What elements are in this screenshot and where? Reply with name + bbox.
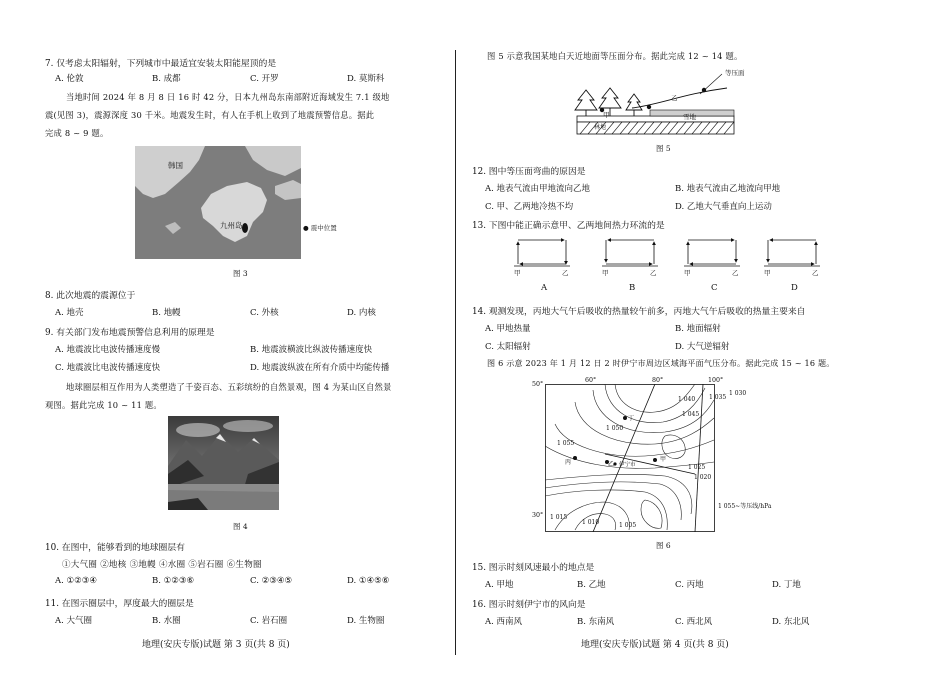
q13-diagram-c <box>684 240 740 266</box>
q13-d-jia: 甲 <box>764 269 771 277</box>
fig6-lat-30: 30° <box>532 512 544 519</box>
isobar-curve <box>632 88 727 108</box>
q16-option-c: C. 西北风 <box>675 617 713 627</box>
figure-4-svg <box>168 416 279 510</box>
figure-3-caption: 图 3 <box>233 269 248 278</box>
q13-letter-c: C <box>711 283 718 293</box>
intro-10-11-line1: 地球圈层相互作用为人类塑造了千姿百态、五彩缤纷的自然景观，图 4 为某山区自然景 <box>66 382 392 392</box>
intro-8-9-line3: 完成 8 ~ 9 题。 <box>45 128 109 138</box>
q11-option-c: C. 岩石圈 <box>250 616 288 626</box>
q10-option-d: D. ①④⑤⑥ <box>347 576 390 586</box>
figure-5-caption: 图 5 <box>656 144 671 153</box>
q13-b-jia: 甲 <box>602 269 609 277</box>
figure-3-label-kyushu: 九州岛 <box>220 221 243 230</box>
q7-option-a: A. 伦敦 <box>55 74 84 84</box>
fig6-place-bing: 丙 <box>565 459 572 466</box>
fig6-place-yining: 伊宁市 <box>619 462 636 468</box>
place-ding-marker <box>623 416 627 420</box>
isobar-label-1035: 1 035 <box>709 394 727 401</box>
q13-c-yi: 乙 <box>732 269 739 277</box>
isobar-label-1025: 1 025 <box>688 464 706 471</box>
figure-4-caption: 图 4 <box>233 522 248 531</box>
q12-stem: 12. 图中等压面弯曲的原因是 <box>472 167 586 177</box>
q14-option-d: D. 大气逆辐射 <box>675 342 730 352</box>
q13-letter-b: B <box>629 283 636 293</box>
figure-3-map <box>135 146 301 259</box>
q13-letter-a: A <box>541 283 548 293</box>
figure-3-legend <box>303 223 337 232</box>
q12-option-d: D. 乙地大气垂直向上运动 <box>675 202 772 212</box>
intro-8-9-line2: 震(见图 3)，震源深度 30 千米。地震发生时，有人在手机上收到了地震预警信息。据此 <box>45 110 375 120</box>
q10-items: ①大气圈 ②地核 ③地幔 ④水圈 ⑤岩石圈 ⑥生物圈 <box>62 560 262 570</box>
q7-option-d: D. 莫斯科 <box>347 74 385 84</box>
left-page-footer: 地理(安庆专版)试题 第 3 页(共 8 页) <box>142 640 290 650</box>
epicenter-legend-icon: ● <box>303 224 309 232</box>
isobar-label-1005: 1 005 <box>619 522 637 529</box>
q10-stem: 10. 在图中，能够看到的地球圈层有 <box>45 543 185 553</box>
cloud-shape <box>223 420 273 432</box>
figure-5-label-yi: 乙 <box>671 94 678 102</box>
fig6-place-ding: 丁 <box>628 415 635 422</box>
point-bing-marker <box>647 105 651 109</box>
q13-stem: 13. 下图中能正确示意甲、乙两地间热力环流的是 <box>472 221 665 231</box>
isobar-label-1015: 1 015 <box>550 514 568 521</box>
isobar-label-1030: 1 030 <box>729 390 747 397</box>
fig6-lon-80: 80° <box>652 377 664 384</box>
figure-5-label-forest: 林地 <box>594 124 607 131</box>
q8-stem: 8. 此次地震的震源位于 <box>45 291 136 301</box>
q13-b-yi: 乙 <box>650 269 657 277</box>
q11-stem: 11. 在图示圈层中，厚度最大的圈层是 <box>45 599 194 609</box>
isobar-label-1040: 1 040 <box>678 396 696 403</box>
q16-option-a: A. 西南风 <box>485 617 523 627</box>
q14-stem: 14. 观测发现，丙地大气午后吸收的热量较午前多，丙地大气午后吸收的热量主要来自 <box>472 307 806 317</box>
q14-option-a: A. 甲地热量 <box>485 324 531 334</box>
q8-option-b: B. 地幔 <box>152 308 181 318</box>
figure-3-label-korea: 韩国 <box>168 161 183 170</box>
figure-3-svg <box>135 146 301 259</box>
q13-c-jia: 甲 <box>684 269 691 277</box>
q8-option-a: A. 地壳 <box>55 308 84 318</box>
isobar-label-1050: 1 050 <box>606 425 624 432</box>
q13-letter-d: D <box>791 283 798 293</box>
q7-option-b: B. 成都 <box>152 74 181 84</box>
fig6-lon-60: 60° <box>585 377 597 384</box>
figure-5-label-snow: 雪地 <box>683 113 696 121</box>
q7-option-c: C. 开罗 <box>250 74 279 84</box>
page-divider <box>455 50 456 655</box>
q13-d-yi: 乙 <box>812 269 819 277</box>
fig6-legend: 1 055~等压线/hPa <box>718 503 772 510</box>
figure-6-caption: 图 6 <box>656 541 671 550</box>
cloud-shape <box>176 423 220 437</box>
q13-a-yi: 乙 <box>562 269 569 277</box>
q9-stem: 9. 有关部门发布地震预警信息利用的原理是 <box>45 328 215 338</box>
q13-diagram-a <box>514 240 570 266</box>
q15-option-a: A. 甲地 <box>485 580 514 590</box>
intro-15-16: 图 6 示意 2023 年 1 月 12 日 2 时伊宁市周边区域海平面气压分布。据此完成 15 ~ 16 题。 <box>487 358 835 368</box>
figure-3-label-epicenter: 震中位置 <box>310 224 337 232</box>
isobar-label-1055: 1 055 <box>557 440 575 447</box>
isobar-label-1020: 1 020 <box>694 474 712 481</box>
right-page-footer: 地理(安庆专版)试题 第 4 页(共 8 页) <box>581 640 729 650</box>
q15-option-d: D. 丁地 <box>772 580 801 590</box>
place-jia-marker <box>653 458 657 462</box>
place-bing-marker <box>573 456 577 460</box>
q9-option-c: C. 地震波比电波传播速度快 <box>55 363 161 373</box>
q10-option-a: A. ①②③④ <box>55 576 98 586</box>
fig6-place-jia: 甲 <box>660 456 667 463</box>
q11-option-a: A. 大气圈 <box>55 616 93 626</box>
q14-option-c: C. 太阳辐射 <box>485 342 531 352</box>
q10-option-c: C. ②③④⑤ <box>250 576 293 586</box>
q13-a-jia: 甲 <box>514 269 521 277</box>
fig6-lat-50: 50° <box>532 381 544 388</box>
q11-option-d: D. 生物圈 <box>347 616 385 626</box>
q16-option-b: B. 东南风 <box>577 617 615 627</box>
q9-option-d: D. 地震波纵波在所有介质中均能传播 <box>250 363 390 373</box>
q12-option-c: C. 甲、乙两地冷热不均 <box>485 202 574 212</box>
q10-option-b: B. ①②③⑥ <box>152 576 195 586</box>
isobar-label-1045: 1 045 <box>682 411 700 418</box>
q13-diagram-d <box>764 240 820 266</box>
figure-5-label-jia: 甲 <box>603 111 610 119</box>
q12-option-a: A. 地表气流由甲地流向乙地 <box>485 184 591 194</box>
intro-8-9-line1: 当地时间 2024 年 8 月 8 日 16 时 42 分，日本九州岛东南部附近海域发生 7.1 级地 <box>66 92 390 102</box>
q7-stem: 7. 仅考虑太阳辐射，下列城市中最适宜安装太阳能屋顶的是 <box>45 59 277 69</box>
q13-diagram-b <box>602 240 658 266</box>
fig6-lon-100: 100° <box>708 377 724 384</box>
q8-option-d: D. 内核 <box>347 308 376 318</box>
q15-option-c: C. 丙地 <box>675 580 704 590</box>
q8-option-c: C. 外核 <box>250 308 279 318</box>
figure-4-photo <box>168 416 279 510</box>
q9-option-a: A. 地震波比电波传播速度慢 <box>55 345 161 355</box>
q11-option-b: B. 水圈 <box>152 616 181 626</box>
isobar-label-1010: 1 010 <box>582 519 600 526</box>
q14-option-b: B. 地面辐射 <box>675 324 721 334</box>
q12-option-b: B. 地表气流由乙地流向甲地 <box>675 184 781 194</box>
q13-circulation-diagrams <box>510 234 830 274</box>
q15-stem: 15. 图示时刻风速最小的地点是 <box>472 563 595 573</box>
q16-stem: 16. 图示时刻伊宁市的风向是 <box>472 600 586 610</box>
intro-10-11-line2: 观图。据此完成 10 ~ 11 题。 <box>45 400 162 410</box>
fig6-place-yi: 乙 <box>608 461 615 468</box>
q9-option-b: B. 地震波横波比纵波传播速度快 <box>250 345 373 355</box>
figure-5-label-isobar: 等压面 <box>725 69 745 77</box>
point-yi-marker <box>702 88 706 92</box>
q15-option-b: B. 乙地 <box>577 580 606 590</box>
q16-option-d: D. 东北风 <box>772 617 810 627</box>
intro-12-14: 图 5 示意我国某地白天近地面等压面分布。据此完成 12 ~ 14 题。 <box>487 51 743 61</box>
